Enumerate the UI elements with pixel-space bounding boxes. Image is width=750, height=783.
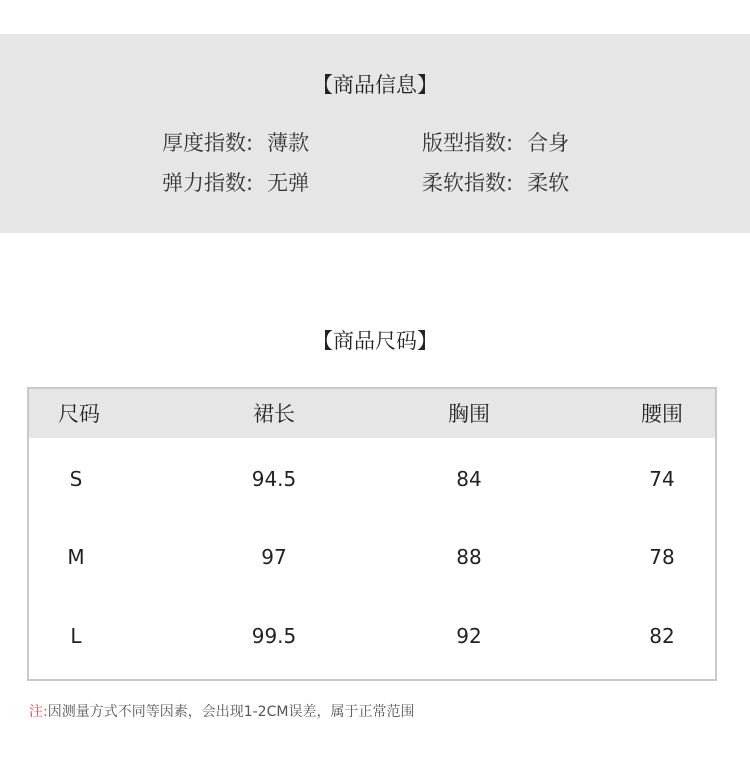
info-value-fit: 合身: [527, 131, 570, 155]
info-item-elasticity: [162, 169, 309, 197]
cell-waist: 78: [649, 545, 675, 569]
cell-skirt-length: 94.5: [251, 467, 297, 491]
info-label-thickness: 厚度指数:: [162, 131, 254, 155]
info-value-thickness: 薄款: [267, 131, 310, 155]
size-table-header: [29, 389, 715, 438]
product-info-panel: [0, 34, 750, 233]
size-table: [27, 387, 717, 681]
cell-waist: 82: [649, 624, 675, 648]
info-item-fit: [422, 129, 569, 157]
measurement-note: [29, 702, 414, 722]
cell-bust: 84: [456, 467, 482, 491]
cell-skirt-length: 99.5: [251, 624, 297, 648]
cell-size: S: [69, 467, 83, 491]
info-label-softness: 柔软指数:: [422, 171, 514, 195]
cell-bust: 88: [456, 545, 482, 569]
product-info-title: 【商品信息】: [312, 73, 438, 97]
info-item-thickness: [162, 129, 309, 157]
cell-skirt-length: 97: [261, 545, 287, 569]
header-skirt-length: 裙长: [253, 402, 295, 426]
info-label-elasticity: 弹力指数:: [162, 171, 254, 195]
header-waist: 腰围: [641, 402, 683, 426]
note-text: 因测量方式不同等因素，会出现1-2CM误差，属于正常范围: [47, 704, 415, 720]
cell-size: M: [67, 545, 85, 569]
note-prefix: 注:: [29, 704, 48, 720]
cell-waist: 74: [649, 467, 675, 491]
cell-size: L: [70, 624, 82, 648]
header-bust: 胸围: [448, 402, 490, 426]
header-size: 尺码: [58, 402, 100, 426]
info-value-softness: 柔软: [527, 171, 570, 195]
info-label-fit: 版型指数:: [422, 131, 514, 155]
size-chart-title: 【商品尺码】: [312, 329, 438, 353]
info-item-softness: [422, 169, 569, 197]
cell-bust: 92: [456, 624, 482, 648]
info-value-elasticity: 无弹: [267, 171, 310, 195]
